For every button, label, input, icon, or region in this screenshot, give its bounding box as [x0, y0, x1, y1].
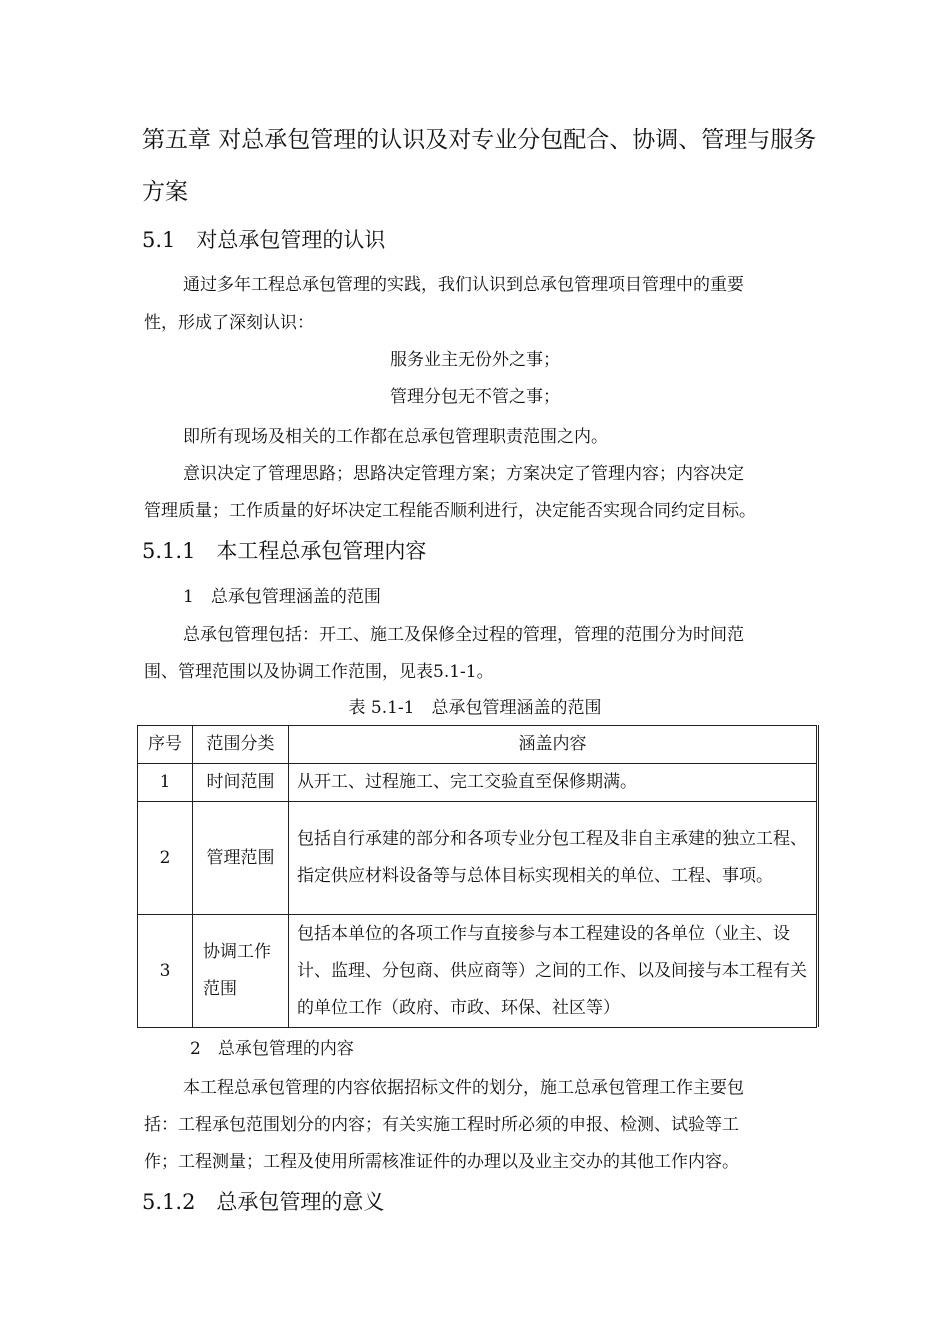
item1-title: 1 总承包管理涵盖的范围: [183, 587, 381, 607]
intro-paragraph-line2: 性，形成了深刻认识：: [144, 313, 314, 333]
row-no: 2: [138, 802, 193, 915]
motto-line1: 服务业主无份外之事；: [390, 350, 560, 370]
section-heading-5-1-1: 5.1.1 本工程总承包管理内容: [142, 539, 427, 563]
item2-paragraph-line1: 本工程总承包管理的内容依据招标文件的划分，施工总承包管理工作主要包: [183, 1078, 744, 1098]
table-row: [138, 802, 817, 915]
item1-paragraph-line2: 围、管理范围以及协调工作范围，见表5.1-1。: [144, 662, 494, 682]
item2-title: 2 总承包管理的内容: [190, 1039, 354, 1059]
table-caption: 表 5.1-1 总承包管理涵盖的范围: [348, 698, 602, 718]
header-no: 序号: [138, 726, 193, 764]
motto-line2: 管理分包无不管之事；: [390, 387, 560, 407]
table-row: [138, 915, 817, 1028]
table-header-row: [138, 726, 817, 764]
row-category: 时间范围: [193, 764, 289, 802]
header-content: 涵盖内容: [289, 726, 817, 764]
section-heading-5-1: 5.1 对总承包管理的认识: [142, 228, 386, 252]
paragraph-scope: 即所有现场及相关的工作都在总承包管理职责范围之内。: [183, 427, 608, 447]
row-content: 从开工、过程施工、完工交验直至保修期满。: [289, 764, 817, 802]
item2-paragraph-line3: 作；工程测量；工程及使用所需核准证件的办理以及业主交办的其他工作内容。: [144, 1152, 739, 1172]
row-category: 协调工作范围: [193, 915, 289, 1028]
chapter-title-line1: 第五章 对总承包管理的认识及对专业分包配合、协调、管理与服务: [142, 127, 817, 153]
row-category: 管理范围: [193, 802, 289, 915]
table-row: [138, 764, 817, 802]
table-double-border: [818, 725, 819, 1027]
chapter-title-line2: 方案: [142, 179, 188, 205]
paragraph-awareness-line1: 意识决定了管理思路；思路决定管理方案；方案决定了管理内容；内容决定: [183, 464, 744, 484]
header-category: 范围分类: [193, 726, 289, 764]
row-no: 3: [138, 915, 193, 1028]
scope-table: [137, 725, 817, 1028]
item2-paragraph-line2: 括：工程承包范围划分的内容；有关实施工程时所必须的申报、检测、试验等工: [144, 1115, 739, 1135]
intro-paragraph-line1: 通过多年工程总承包管理的实践，我们认识到总承包管理项目管理中的重要: [183, 275, 744, 295]
row-content: 包括自行承建的部分和各项专业分包工程及非自主承建的独立工程、指定供应材料设备等与总体目标实现相关的单位、工程、事项。: [289, 802, 817, 915]
row-no: 1: [138, 764, 193, 802]
paragraph-awareness-line2: 管理质量；工作质量的好坏决定工程能否顺利进行，决定能否实现合同约定目标。: [144, 501, 756, 521]
row-content: 包括本单位的各项工作与直接参与本工程建设的各单位（业主、设计、监理、分包商、供应商等）之间的工作、以及间接与本工程有关的单位工作（政府、市政、环保、社区等）: [289, 915, 817, 1028]
section-heading-5-1-2: 5.1.2 总承包管理的意义: [142, 1190, 385, 1214]
item1-paragraph-line1: 总承包管理包括：开工、施工及保修全过程的管理，管理的范围分为时间范: [183, 625, 744, 645]
